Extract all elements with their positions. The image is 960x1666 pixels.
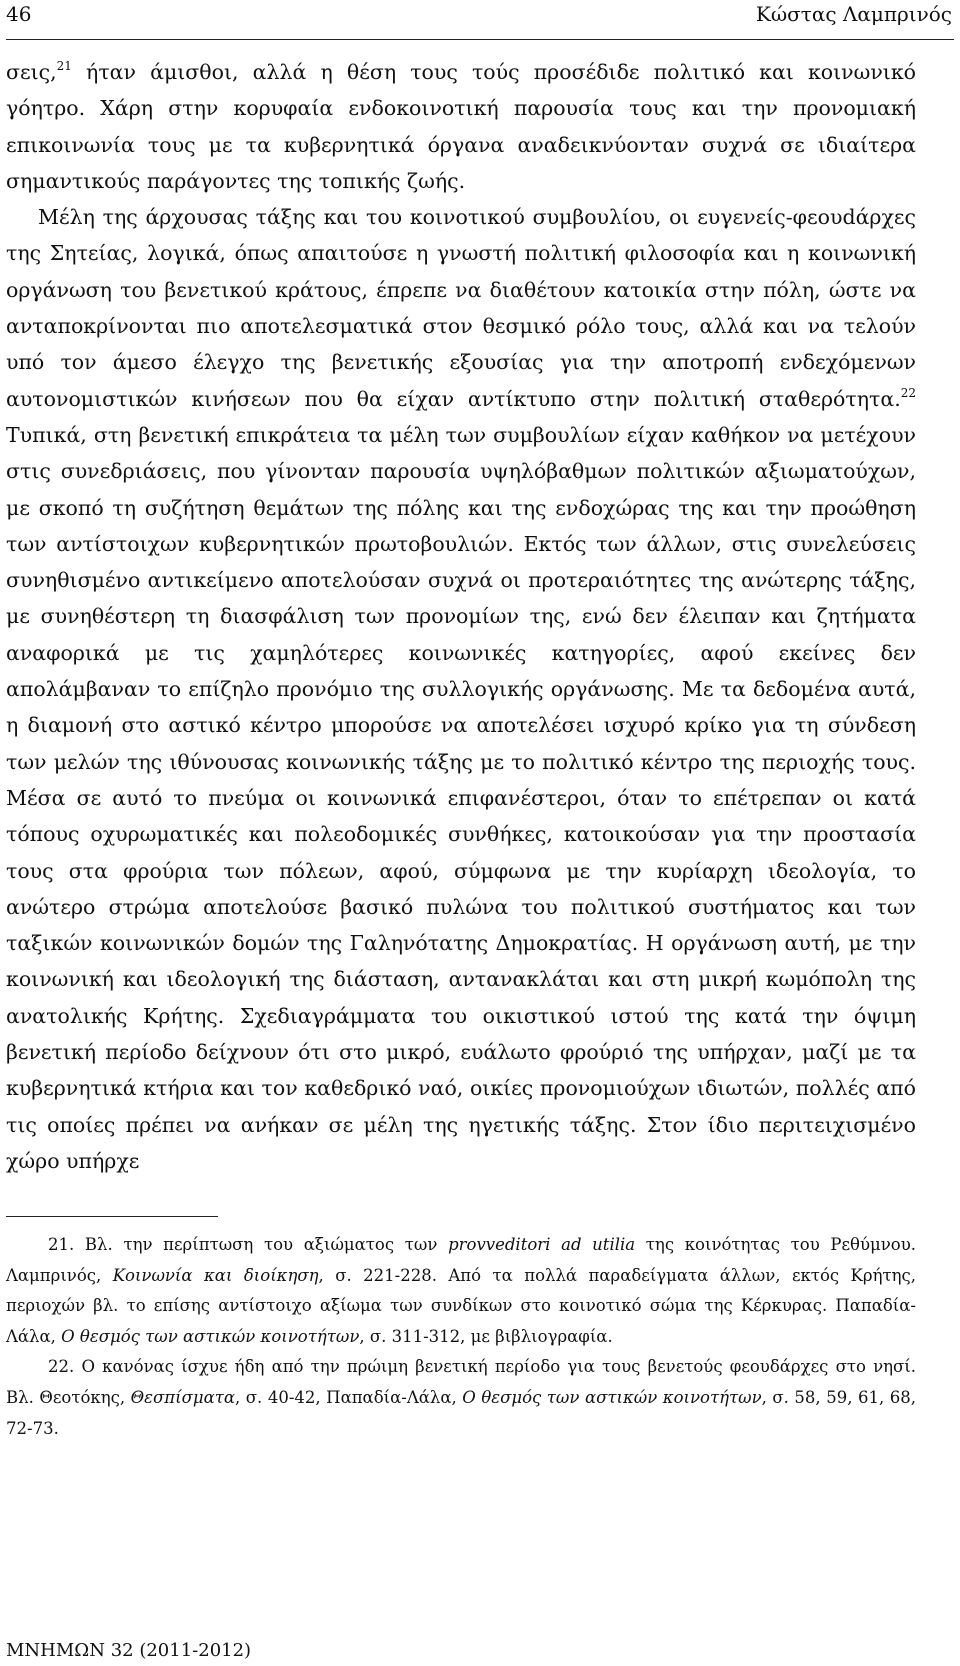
paragraph-2: Μέλη της άρχουσας τάξης και του κοινοτικού συμβουλίου, οι ευγενείς-φεουdάρχες της Σητείας, λογικά, όπως απαιτούσε η γνωστή πολιτική φιλοσοφία και η κοινωνική οργάνωση του βενετικού κράτους, έπρεπε να διαθέτουν κατοικία στην πόλη, ώστε να ανταποκρίνονται πιο αποτελεσματικά στον θεσμικό ρόλο τους, αλλά και να τελούν υπό τον άμεσο έλεγχο της βενετικής εξουσίας για την αποτροπή ενδεχόμενων αυτονομιστικών κινήσεων που θα είχαν αντίκτυπο στην πολιτική σταθερότητα.$^{22}$ Τυπικά, στη βενετική επικράτεια τα μέλη των συμβουλίων είχαν καθήκον να μετέχουν στις συνεδριάσεις, που γίνονταν παρουσία υψηλόβαθμων πολιτικών αξιωματούχων, με σκοπό τη συζήτηση θεμάτων της πόλης και της ενδοχώρας της και την προώθηση των αντίστοιχων κυβερνητικών πρωτοβουλιών. Εκτός των άλλων, στις συνελεύσεις συνηθισμένο αντικείμενο αποτελούσαν συχνά οι προτεραιότητες της ανώτερης τάξης, με συνηθέστερη τη διασφάλιση των προνομίων της, ενώ δεν έλειπαν και ζητήματα αναφορικά με τις χαμηλότερες κοινωνικές κατηγορίες, αφού εκείνες δεν απολάμβαναν το επίζηλο προνόμιο της συλλογικής οργάνωσης. Με τα δεδομένα αυτά, η διαμονή στο αστικό κέντρο μπορούσε να αποτελέσει ισχυρό κρίκο για τη σύνδεση των μελών της ιθύνουσας κοινωνικής τάξης με το πολιτικό κέντρο της περιοχής τους. Μέσα σε αυτό το πνεύμα οι κοινωνικά επιφανέστεροι, όταν το επέτρεπαν οι κατά τόπους οχυρωματικές και πολεοδομικές συνθήκες, κατοικούσαν για την προστασία τους στα φρούρια των πόλεων, αφού, σύμφωνα με την κυρίαρχη ιδεολογία, το ανώτερο στρώμα αποτελούσε βασικό πυλώνα του πολιτικού συστήματος και των ταξικών κοινωνικών δομών της Γαληνότατης Δημοκρατίας. Η οργάνωση αυτή, με την κοινωνική και ιδεολογική της διάσταση, αντανακλάται και στη μικρή κωμόπολη της ανατολικής Κρήτης. Σχεδιαγράμματα του οικιστικού ιστού της κατά την όψιμη βενετική περίοδο δείχνουν ότι στο μικρό, ευάλωτο φρούριό της υπήρχαν, μαζί με τα κυβερνητικά κτήρια και τον καθεδρικό ναό, οικίες προνομιούχων ιδιωτών, πολλές από τις οποίες πρέπει να ανήκαν σε μέλη της ηγετικής τάξης. Στον ίδιο περιτειχισμένο χώρο υπήρχε: [6, 205, 916, 1173]
body-text: [6, 54, 916, 1179]
footnote-ref-21[interactable]: 21: [56, 59, 72, 73]
footnotes: [6, 1230, 916, 1444]
header-rule: [6, 39, 954, 40]
footnote-rule: [6, 1216, 218, 1217]
footnote-21: 21. Βλ. την περίπτωση του αξιώματος των provveditori ad utilia της κοινότητας του Ρεθύμνου. Λαμπρινός, Κοινωνία και διοίκηση, σ. 221-228. Από τα πολλά παραδείγματα άλλων, εκτός Κρήτης, περιοχών βλ. το επίσης αντίστοιχο αξίωμα των συνδίκων στο κοινοτικό σώμα της Κέρκυρας. Παπαδία-Λάλα, Ο θεσμός των αστικών κοινοτήτων, σ. 311-312, με βιβλιογραφία.: [6, 1235, 916, 1346]
journal-footer: ΜΝΗΜΩΝ 32 (2011-2012): [6, 1640, 252, 1661]
running-header: [6, 2, 952, 34]
paragraph-1: σεις,$^{21}$ ήταν άμισθοι, αλλά η θέση τους τούς προσέδιδε πολιτικό και κοινωνικό γόητρο. Χάρη στην κορυφαία ενδοκοινοτική παρουσία τους και την προνομιακή επικοινωνία τους με τα κυβερνητικά όργανα αναδεικνύονταν συχνά σε ιδιαίτερα σημαντικούς παράγοντες της τοπικής ζωής.: [6, 59, 916, 193]
running-author: Κώστας Λαμπρινός: [755, 2, 952, 26]
page-number: 46: [6, 2, 32, 26]
footnote-ref-22[interactable]: 22: [900, 385, 916, 400]
footnote-22: 22. Ο κανόνας ίσχυε ήδη από την πρώιμη βενετική περίοδο για τους βενετούς φεουδάρχες στο νησί. Βλ. Θεοτόκης, Θεσπίσματα, σ. 40-42, Παπαδία-Λάλα, Ο θεσμός των αστικών κοινοτήτων, σ. 58, 59, 61, 68, 72-73.: [6, 1357, 916, 1438]
